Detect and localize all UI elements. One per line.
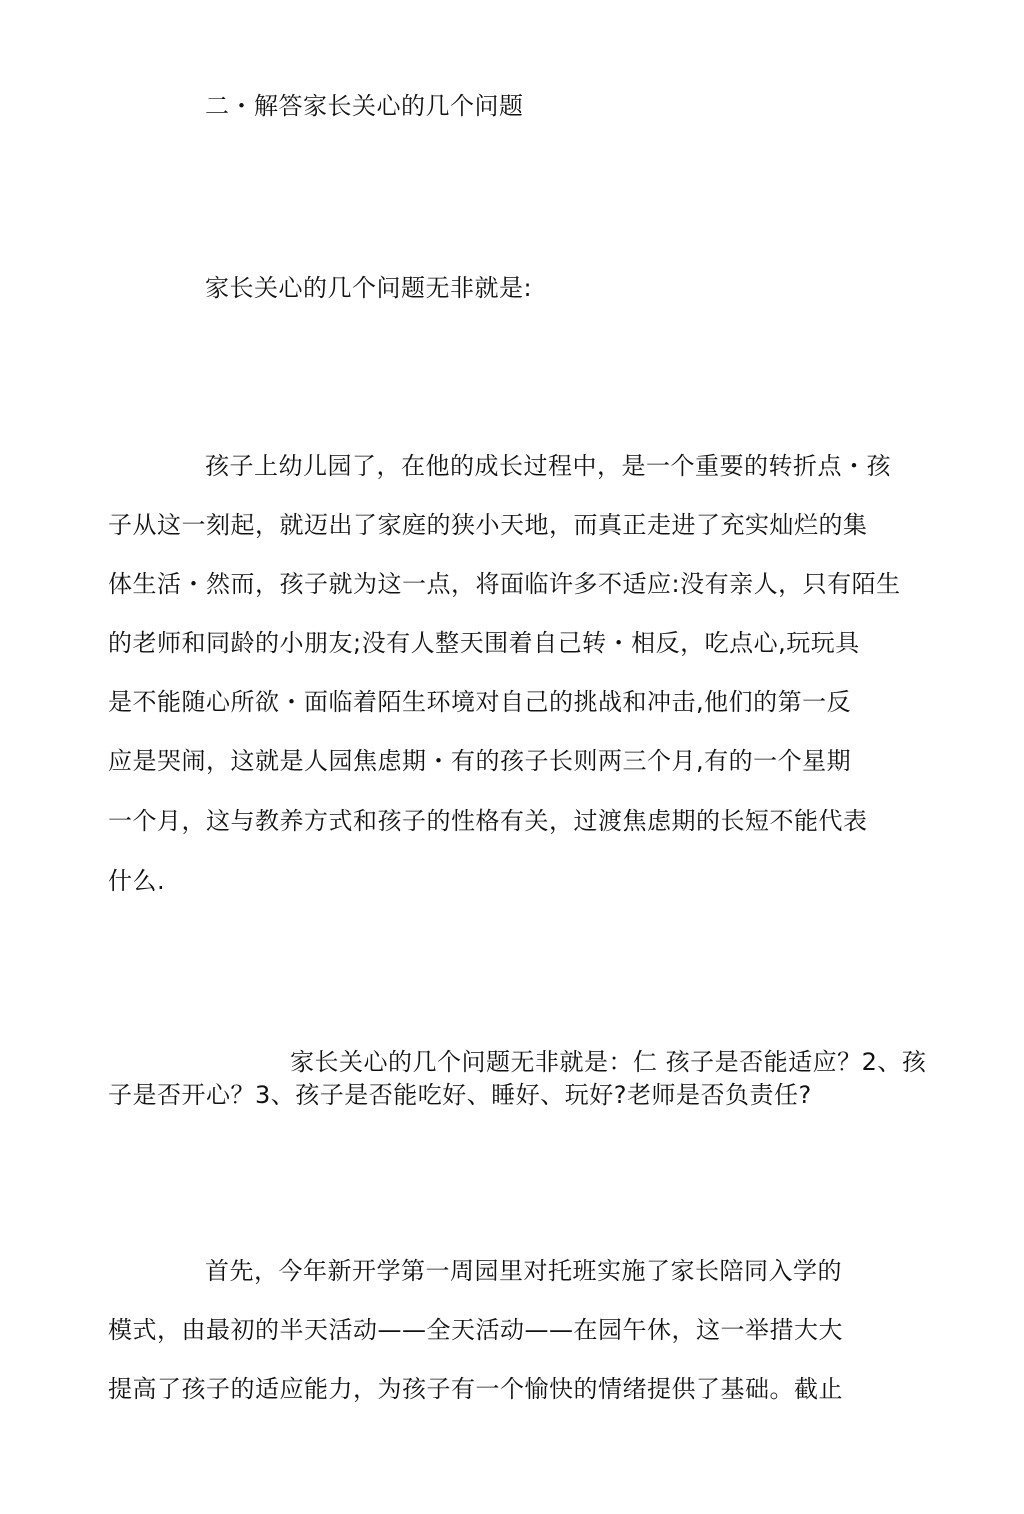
paragraph-line: 子是否开心？3、孩子是否能吃好、睡好、玩好?老师是否负责任? [108, 1081, 812, 1109]
paragraph-line: 子从这一刻起，就迈出了家庭的狭小天地，而真正走进了充实灿烂的集 [108, 511, 868, 539]
paragraph-line: 孩子上幼儿园了，在他的成长过程中，是一个重要的转折点・孩 [205, 452, 891, 480]
paragraph-line: 首先，今年新开学第一周园里对托班实施了家长陪同入学的 [205, 1257, 842, 1285]
paragraph-line: 家长关心的几个问题无非就是：仁 孩子是否能适应？2、孩 [290, 1048, 927, 1076]
paragraph-line: 一个月，这与教养方式和孩子的性格有关，过渡焦虑期的长短不能代表 [108, 807, 868, 835]
paragraph-line: 的老师和同龄的小朋友;没有人整天围着自己转・相反，吃点心,玩玩具 [108, 629, 860, 657]
section-heading: 二・解答家长关心的几个问题 [205, 92, 524, 120]
paragraph-line: 体生活・然而，孩子就为这一点，将面临许多不适应:没有亲人，只有陌生 [108, 570, 901, 598]
paragraph-line: 什么. [108, 867, 166, 895]
paragraph-line: 模式，由最初的半天活动——全天活动——在园午休，这一举措大大 [108, 1316, 843, 1344]
intro-line: 家长关心的几个问题无非就是: [205, 274, 533, 302]
paragraph-line: 应是哭闹，这就是人园焦虑期・有的孩子长则两三个月,有的一个星期 [108, 747, 852, 775]
paragraph-line: 提高了孩子的适应能力，为孩子有一个愉快的情绪提供了基础。截止 [108, 1375, 843, 1403]
paragraph-line: 是不能随心所欲・面临着陌生环境对自己的挑战和冲击,他们的第一反 [108, 688, 852, 716]
